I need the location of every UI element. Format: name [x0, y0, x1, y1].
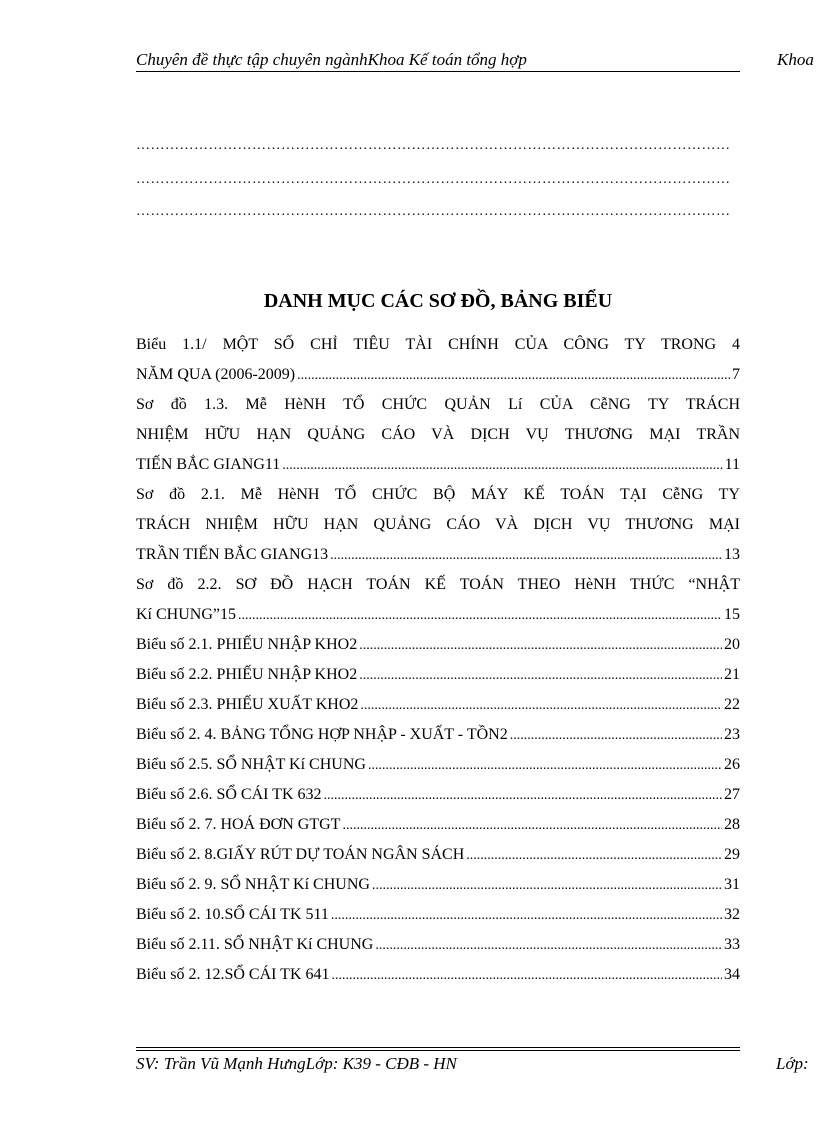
toc-page-number: 23 — [724, 726, 740, 743]
toc-entry-label: TIẾN BẮC GIANG11 — [136, 456, 281, 473]
toc-entry-final-line — [136, 720, 740, 750]
toc-entry-label: TRẦN TIẾN BẮC GIANG13 — [136, 546, 329, 563]
filler-dotted-line: …………………………………………………………………………………………………………… — [136, 138, 731, 153]
toc-entry-line: Biểu 1.1/ MỘT SỐ CHỈ TIÊU TÀI CHÍNH CỦA CÔNG TY TRONG 4 — [136, 336, 740, 353]
toc-leader-dots — [297, 361, 730, 391]
toc-entry — [136, 930, 740, 960]
toc-page-number: 32 — [724, 906, 740, 923]
toc-page-number: 31 — [724, 876, 740, 893]
toc-page-number: 22 — [724, 696, 740, 713]
toc-page-number: 27 — [724, 786, 740, 803]
toc-entry-label: Biểu số 2. 8.GIẤY RÚT DỰ TOÁN NGÂN SÁCH — [136, 846, 465, 863]
toc-entry-label: Biểu số 2.5. SỔ NHẬT Kí CHUNG — [136, 756, 366, 773]
toc-entry-label: Biểu số 2. 7. HOÁ ĐƠN GTGT — [136, 816, 341, 833]
toc-entry-line: TRÁCH NHIỆM HỮU HẠN QUẢNG CÁO VÀ DỊCH VỤ THƯƠNG MẠI — [136, 516, 740, 533]
toc-entry — [136, 390, 740, 480]
toc-entry-label: Biểu số 2.11. SỔ NHẬT Kí CHUNG — [136, 936, 374, 953]
toc-entry-final-line — [136, 930, 740, 960]
toc-entry — [136, 780, 740, 810]
filler-dotted-line: …………………………………………………………………………………………………………… — [136, 204, 731, 219]
toc-leader-dots — [466, 841, 722, 871]
toc-entry-label: Biểu số 2. 4. BẢNG TỔNG HỢP NHẬP - XUẤT - TỒN2 — [136, 726, 508, 743]
page-header-right: Khoa — [777, 50, 814, 69]
toc-entry — [136, 900, 740, 930]
toc-page-number: 34 — [724, 966, 740, 983]
toc-leader-dots — [368, 751, 722, 781]
toc-entry-label: Biểu số 2. 9. SỔ NHẬT Kí CHUNG — [136, 876, 370, 893]
toc-entry — [136, 870, 740, 900]
toc-page-number: 33 — [724, 936, 740, 953]
toc-page-number: 7 — [732, 366, 740, 383]
toc-leader-dots — [372, 871, 722, 901]
toc-leader-dots — [359, 661, 722, 691]
toc-leader-dots — [510, 721, 722, 751]
toc-leader-dots — [342, 811, 722, 841]
toc-entry-final-line — [136, 360, 740, 390]
toc-leader-dots — [238, 601, 722, 631]
toc-entry-line: Sơ đồ 2.1. Mễ HèNH TỔ CHỨC BỘ MÁY KẾ TOÁN TẠI CễNG TY — [136, 486, 740, 503]
toc-entry — [136, 690, 740, 720]
toc-page-number: 13 — [724, 546, 740, 563]
toc-entry-final-line — [136, 540, 740, 570]
toc-entry — [136, 840, 740, 870]
footer-rule — [136, 1050, 740, 1051]
page-header-left: Chuyên đề thực tập chuyên ngànhKhoa Kế toán tổng hợp — [136, 50, 527, 69]
footer-rule — [136, 1047, 740, 1048]
toc-page-number: 15 — [724, 606, 740, 623]
toc-entry-final-line — [136, 630, 740, 660]
toc-entry — [136, 720, 740, 750]
toc-page-number: 11 — [724, 456, 740, 473]
toc-page-number: 21 — [724, 666, 740, 683]
toc-entry-final-line — [136, 600, 740, 630]
toc-entry-label: Biểu số 2. 12.SỔ CÁI TK 641 — [136, 966, 330, 983]
toc-entry — [136, 810, 740, 840]
toc-entry — [136, 750, 740, 780]
toc-entry-final-line — [136, 960, 740, 990]
toc-entry-label: Biểu số 2. 10.SỔ CÁI TK 511 — [136, 906, 329, 923]
toc-entry — [136, 630, 740, 660]
toc-entry-final-line — [136, 810, 740, 840]
toc-entry-final-line — [136, 780, 740, 810]
toc-entry — [136, 570, 740, 630]
toc-leader-dots — [360, 691, 722, 721]
toc-title: DANH MỤC CÁC SƠ ĐỒ, BẢNG BIỂU — [263, 290, 613, 312]
filler-dotted-line: …………………………………………………………………………………………………………… — [136, 172, 731, 187]
toc-entry-final-line — [136, 750, 740, 780]
toc-entry — [136, 660, 740, 690]
toc-entry-final-line — [136, 870, 740, 900]
toc-leader-dots — [332, 961, 723, 991]
toc-entry-final-line — [136, 450, 740, 480]
toc-entry — [136, 960, 740, 990]
toc-entry-label: Biểu số 2.6. SỔ CÁI TK 632 — [136, 786, 322, 803]
toc-entry-final-line — [136, 690, 740, 720]
toc-entry-label: NĂM QUA (2006-2009) — [136, 366, 296, 383]
toc-page-number: 28 — [724, 816, 740, 833]
toc-page-number: 29 — [724, 846, 740, 863]
header-rule — [136, 71, 740, 72]
toc-leader-dots — [359, 631, 722, 661]
toc-entry-final-line — [136, 660, 740, 690]
toc-page-number: 26 — [724, 756, 740, 773]
toc-list — [136, 330, 740, 990]
toc-entry-label: Biểu số 2.1. PHIẾU NHẬP KHO2 — [136, 636, 358, 653]
toc-leader-dots — [282, 451, 722, 481]
toc-entry-label: Kí CHUNG”15 — [136, 606, 236, 623]
toc-entry — [136, 480, 740, 570]
toc-entry — [136, 330, 740, 390]
toc-entry-final-line — [136, 900, 740, 930]
page-footer-right: Lớp: — [776, 1054, 809, 1073]
toc-entry-line: NHIỆM HỮU HẠN QUẢNG CÁO VÀ DỊCH VỤ THƯƠNG MẠI TRẦN — [136, 426, 740, 443]
toc-leader-dots — [375, 931, 722, 961]
page-footer-left: SV: Trần Vũ Mạnh HưngLớp: K39 - CĐB - HN — [136, 1054, 457, 1073]
toc-leader-dots — [324, 781, 723, 811]
toc-entry-final-line — [136, 840, 740, 870]
toc-leader-dots — [331, 901, 722, 931]
toc-entry-label: Biểu số 2.2. PHIẾU NHẬP KHO2 — [136, 666, 358, 683]
toc-page-number: 20 — [724, 636, 740, 653]
toc-entry-line: Sơ đồ 1.3. Mễ HèNH TỔ CHỨC QUẢN Lí CỦA CễNG TY TRÁCH — [136, 396, 740, 413]
toc-entry-label: Biểu số 2.3. PHIẾU XUẤT KHO2 — [136, 696, 359, 713]
toc-entry-line: Sơ đồ 2.2. SƠ ĐỒ HẠCH TOÁN KẾ TOÁN THEO HèNH THỨC “NHẬT — [136, 576, 740, 593]
toc-leader-dots — [330, 541, 722, 571]
